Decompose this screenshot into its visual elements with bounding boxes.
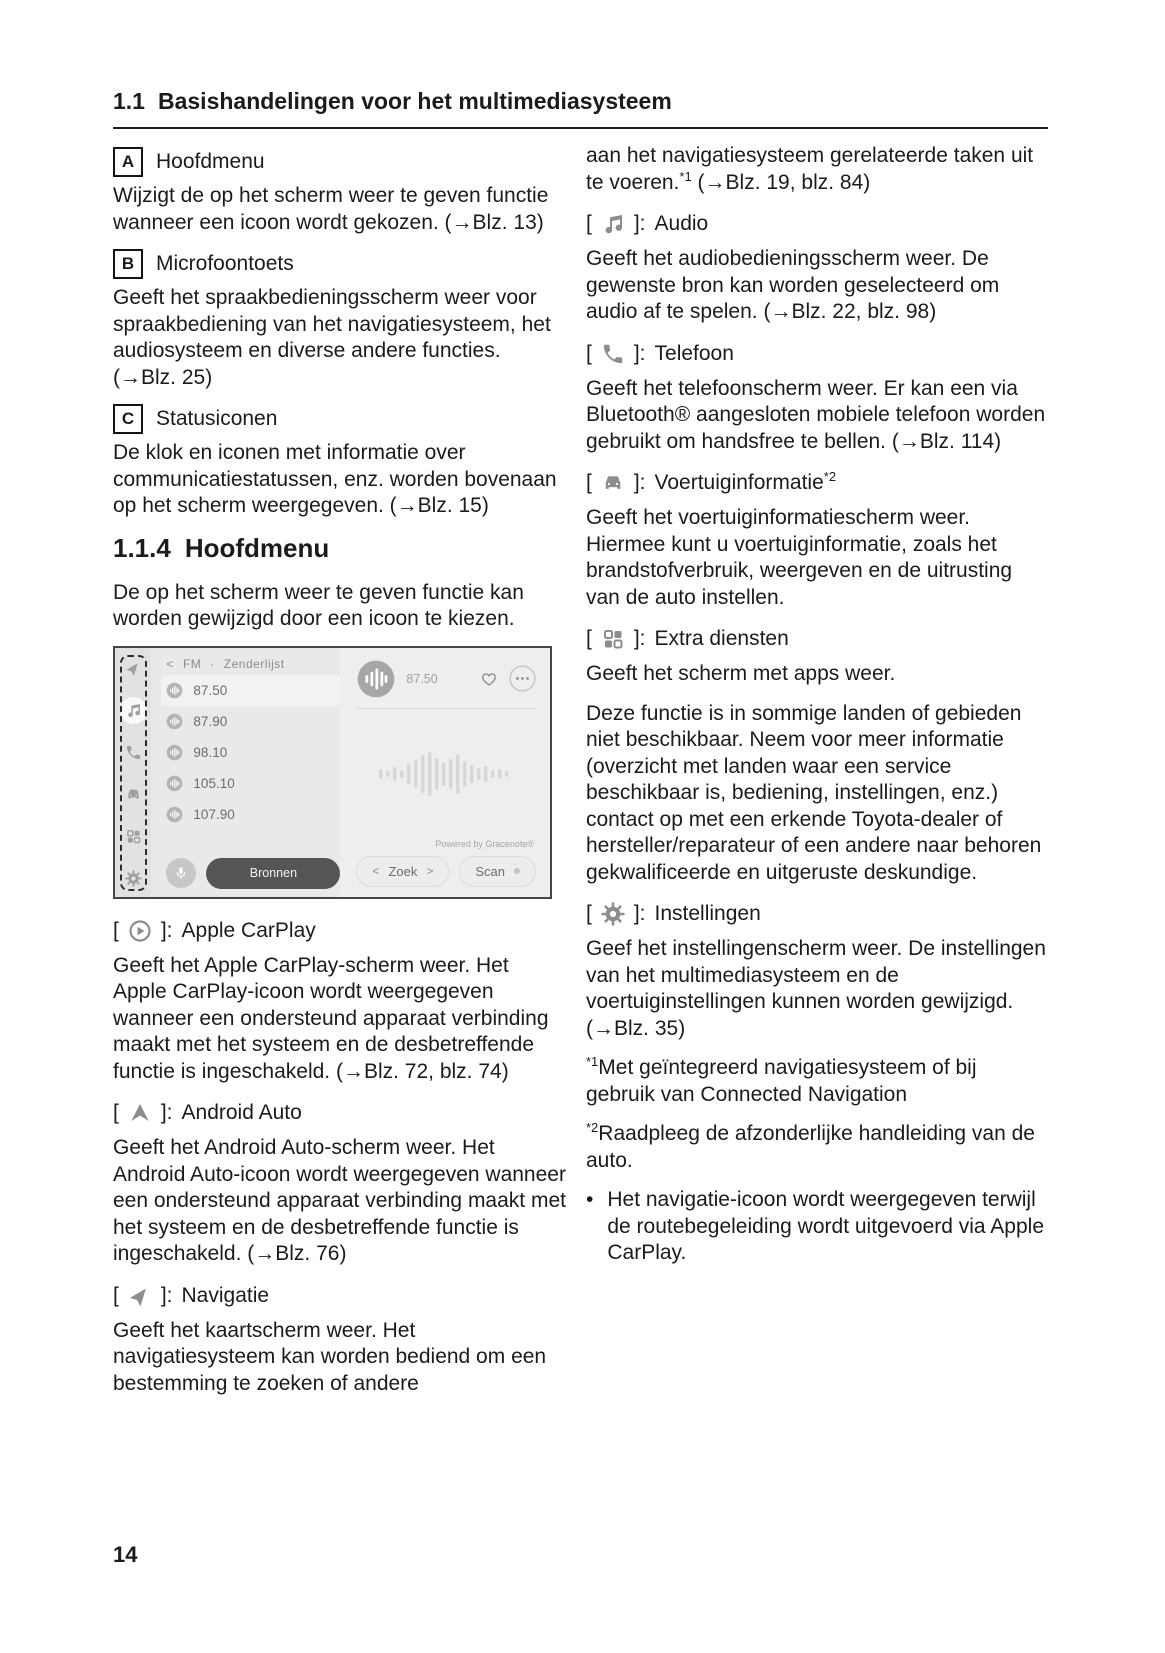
audio-icon xyxy=(601,212,625,236)
note-bullet xyxy=(586,1187,1048,1267)
left-column xyxy=(113,143,566,1410)
key-box-b: B xyxy=(113,249,143,279)
bracket-close: ]: xyxy=(633,902,646,925)
back-chevron-icon[interactable]: < xyxy=(166,656,174,671)
keyed-item-b-body: Geeft het spraakbedieningsscherm weer voor spraakbediening van het navigatiesysteem, het audiosysteem en diverse andere functies. (→Blz. 25) xyxy=(113,286,551,389)
list-title: Zenderlijst xyxy=(223,656,285,671)
source-label: FM xyxy=(182,656,202,671)
seek-down-icon[interactable]: < xyxy=(372,864,380,878)
radio-station-icon xyxy=(166,682,183,699)
entry-settings xyxy=(586,902,1048,926)
more-options-icon[interactable] xyxy=(509,665,536,692)
radio-station-icon xyxy=(166,806,183,823)
entry-carplay-body: Geeft het Apple CarPlay-scherm weer. Het Apple CarPlay-icoon wordt weergegeven wanneer een ondersteund apparaat verbinding maakt met het systeem en de desbetreffende functie is ingeschakeld. (→Blz. 72, blz. 74) xyxy=(113,953,549,1083)
separator-dot: · xyxy=(210,656,215,671)
vehicle-icon[interactable] xyxy=(125,786,142,803)
station-row[interactable] xyxy=(166,706,340,737)
radio-station-icon xyxy=(166,775,183,792)
radio-station-icon xyxy=(166,744,183,761)
station-frequency: 107.90 xyxy=(193,806,235,822)
bracket-close: ]: xyxy=(633,471,646,494)
bracket-open: [ xyxy=(113,1283,119,1307)
bracket-open: [ xyxy=(586,471,592,494)
main-menu-sidebar xyxy=(115,648,151,897)
seek-label: Zoek xyxy=(388,863,418,879)
page-number: 14 xyxy=(113,1542,138,1567)
section-title: Basishandelingen voor het multimediasysteem xyxy=(157,88,672,114)
now-playing-station-icon xyxy=(356,659,396,699)
sources-button[interactable]: Bronnen xyxy=(206,858,340,889)
note-bullet-text: Het navigatie-icoon wordt weergegeven terwijl de routebegeleiding wordt uitgevoerd via Apple CarPlay. xyxy=(607,1188,1045,1264)
keyed-item-c-body: De klok en iconen met informatie over communicatiestatussen, enz. worden bovenaan op het scherm weergegeven. (→Blz. 15) xyxy=(113,441,557,517)
phone-icon[interactable] xyxy=(125,744,142,761)
subsection-title: Hoofdmenu xyxy=(184,532,330,563)
subsection-intro: De op het scherm weer te geven functie kan worden gewijzigd door een icoon te kiezen. xyxy=(113,580,524,630)
entry-carplay-name: Apple CarPlay xyxy=(181,918,316,942)
entry-audio-body: Geeft het audiobedieningsscherm weer. De gewenste bron kan worden geselecteerd om audio af te spelen. (→Blz. 22, blz. 98) xyxy=(586,247,1000,323)
main-menu-highlight-box xyxy=(120,655,147,891)
entry-audio-name: Audio xyxy=(654,212,709,235)
bracket-open: [ xyxy=(586,212,592,235)
keyed-item-a-body: Wijzigt de op het scherm weer te geven functie wanneer een icoon wordt gekozen. (→Blz. 13) xyxy=(113,184,549,234)
bracket-open: [ xyxy=(586,341,592,365)
bracket-close: ]: xyxy=(633,341,646,365)
scan-label: Scan xyxy=(475,863,505,879)
entry-android-auto-name: Android Auto xyxy=(181,1101,302,1124)
station-row[interactable] xyxy=(166,768,340,799)
scan-button[interactable] xyxy=(459,856,536,887)
section-number: 1.1 xyxy=(113,88,145,114)
station-row[interactable] xyxy=(166,799,340,830)
settings-gear-icon xyxy=(601,902,625,926)
station-frequency: 105.10 xyxy=(193,775,235,791)
station-frequency: 98.10 xyxy=(193,744,228,760)
station-list-header xyxy=(166,657,340,671)
entry-settings-name: Instellingen xyxy=(654,902,761,925)
favorite-heart-icon[interactable] xyxy=(479,669,499,689)
bullet-marker: • xyxy=(586,1188,594,1211)
settings-gear-icon[interactable] xyxy=(125,870,142,887)
entry-navigation xyxy=(113,1284,566,1308)
entry-android-auto-body: Geeft het Android Auto-scherm weer. Het Android Auto-icoon wordt weergegeven wanneer een ondersteund apparaat verbinding maakt met het systeem en de desbetreffende functie is ingeschakeld. (→Blz. 76) xyxy=(113,1136,566,1265)
footnote-1: $^{*1}$Met geïntegreerd navigatiesysteem of bij gebruik van Connected Navigation xyxy=(586,1054,977,1106)
entry-vehicle-info-name: Voertuiginformatie$^{*2}$ xyxy=(654,469,837,494)
keyed-item-b xyxy=(113,249,566,279)
bracket-open: [ xyxy=(586,902,592,925)
keyed-item-b-title: Microfoontoets xyxy=(156,252,294,275)
entry-navigation-body-left: Geeft het kaartscherm weer. Het navigatiesysteem kan worden bediend om een bestemming te zoeken of andere xyxy=(113,1318,547,1395)
now-playing-panel xyxy=(340,648,550,897)
subsection-number: 1.1.4 xyxy=(113,532,171,563)
apps-grid-icon xyxy=(601,627,625,651)
bracket-close: ]: xyxy=(160,1101,173,1124)
keyed-item-c xyxy=(113,404,566,434)
seek-up-icon[interactable]: > xyxy=(426,864,434,878)
bracket-close: ]: xyxy=(160,918,173,942)
audio-waveform xyxy=(356,709,536,839)
navigation-icon xyxy=(128,1284,152,1308)
right-column xyxy=(586,143,1048,1267)
entry-carplay xyxy=(113,919,566,943)
entry-phone xyxy=(586,342,1048,366)
navigation-icon[interactable] xyxy=(125,660,142,677)
keyed-item-a xyxy=(113,147,566,177)
key-box-c: C xyxy=(113,404,143,434)
key-box-a: A xyxy=(113,147,143,177)
bracket-open: [ xyxy=(586,627,592,650)
footnote-ref-1: *1 xyxy=(679,168,692,184)
entry-vehicle-info xyxy=(586,471,1048,495)
entry-settings-body: Geef het instellingenscherm weer. De instellingen van het multimediasysteem en de voertuiginstellingen kunnen worden gewijzigd. (→Blz. 35) xyxy=(586,937,1046,1040)
entry-vehicle-info-body: Geeft het voertuiginformatiescherm weer. Hiermee kunt u voertuiginformatie, zoals het brandstofverbruik, weergeven en de uitrusting van de auto instellen. xyxy=(586,506,1013,609)
entry-phone-body: Geeft het telefoonscherm weer. Er kan een via Bluetooth® aangesloten mobiele telefoon worden gebruikt om handsfree te bellen. (→Blz. 114) xyxy=(586,376,1046,453)
microphone-button[interactable] xyxy=(166,858,196,888)
android-auto-icon xyxy=(128,1101,152,1125)
entry-audio xyxy=(586,212,1048,236)
entry-extra-services-body1: Geeft het scherm met apps weer. xyxy=(586,662,896,685)
apple-carplay-icon xyxy=(128,919,152,943)
entry-android-auto xyxy=(113,1101,566,1125)
radio-station-icon xyxy=(166,713,183,730)
bracket-close: ]: xyxy=(633,212,646,235)
station-list-panel xyxy=(151,648,340,897)
page-content xyxy=(113,88,1048,1410)
entry-extra-services-name: Extra diensten xyxy=(654,627,789,650)
vehicle-icon xyxy=(601,471,625,495)
section-heading xyxy=(113,88,1048,129)
audio-icon[interactable] xyxy=(120,697,147,724)
keyed-item-c-title: Statusiconen xyxy=(156,407,278,430)
bracket-open: [ xyxy=(113,1101,119,1124)
station-row[interactable] xyxy=(161,675,340,706)
now-playing-frequency: 87.50 xyxy=(406,671,438,686)
entry-navigation-name: Navigatie xyxy=(181,1283,270,1307)
footnote-ref-2: *2 xyxy=(823,469,837,484)
entry-navigation-body-continued: aan het navigatiesysteem gerelateerde taken uit te voeren.$^{*1}$ (→Blz. 19, blz. 84) xyxy=(586,144,1034,194)
station-row[interactable] xyxy=(166,737,340,768)
station-frequency: 87.90 xyxy=(193,713,228,729)
keyed-item-a-title: Hoofdmenu xyxy=(156,150,265,173)
bracket-close: ]: xyxy=(633,627,646,650)
multimedia-screenshot xyxy=(113,646,552,899)
bracket-open: [ xyxy=(113,918,119,942)
subsection-heading xyxy=(113,533,566,564)
station-frequency: 87.50 xyxy=(193,682,228,698)
powered-by-gracenote: Powered by Gracenote® xyxy=(435,838,534,849)
apps-grid-icon[interactable] xyxy=(125,828,142,845)
bracket-close: ]: xyxy=(160,1283,173,1307)
phone-icon xyxy=(601,342,625,366)
scan-indicator-dot xyxy=(514,868,520,874)
footnote-2: $^{*2}$Raadpleeg de afzonderlijke handleiding van de auto. xyxy=(586,1120,1035,1172)
entry-extra-services-body2: Deze functie is in sommige landen of gebieden niet beschikbaar. Neem voor meer informatie (overzicht met landen waar een service beschikbaar is, bediening, instellingen, enz.) contact op met een erkende Toyota-dealer of hersteller/reparateur of een andere naar behoren gekwalificeerde en uitgeruste deskundige. xyxy=(586,701,1042,884)
seek-button[interactable] xyxy=(356,856,449,887)
entry-extra-services xyxy=(586,627,1048,651)
entry-phone-name: Telefoon xyxy=(654,341,734,365)
